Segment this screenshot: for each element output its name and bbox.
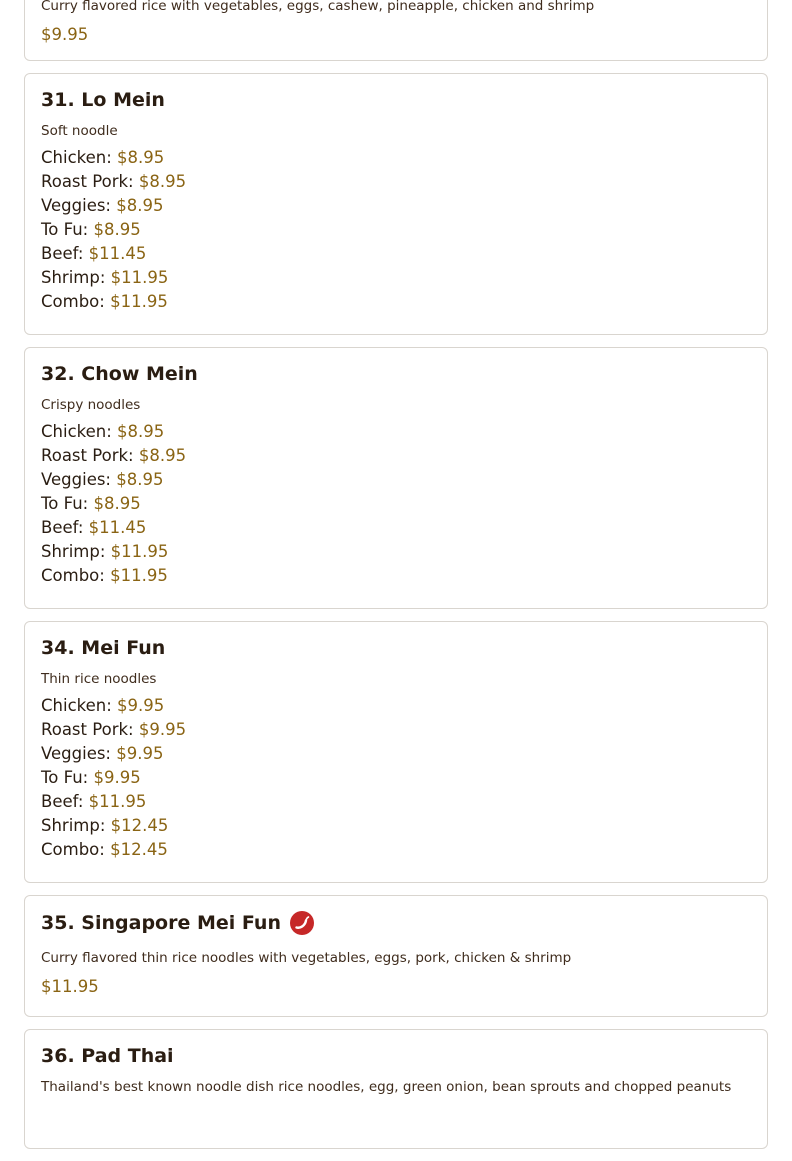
price-option [41, 146, 751, 170]
price-option [41, 718, 751, 742]
option-label: Veggies: [41, 470, 111, 489]
option-price: $8.95 [117, 422, 165, 441]
option-label: Beef: [41, 244, 84, 263]
menu-item-card[interactable] [24, 347, 768, 609]
option-label: Chicken: [41, 422, 112, 441]
option-price: $8.95 [117, 148, 165, 167]
option-price: $11.95 [110, 566, 168, 585]
option-label: Shrimp: [41, 816, 106, 835]
option-price: $9.95 [117, 696, 165, 715]
item-title [41, 89, 751, 111]
option-price: $8.95 [138, 446, 187, 465]
item-number: 32. [41, 363, 75, 385]
item-description: Crispy noodles [41, 397, 141, 413]
item-title [41, 911, 751, 935]
option-price: $9.95 [93, 768, 141, 787]
option-price: $8.95 [116, 196, 164, 215]
price-options [41, 146, 751, 314]
option-label: Veggies: [41, 744, 111, 763]
option-price: $9.95 [138, 720, 187, 739]
price-option [41, 790, 751, 814]
menu-item-card[interactable] [24, 895, 768, 1017]
price-option [41, 194, 751, 218]
menu-list [24, 0, 768, 1161]
item-description: Curry flavored thin rice noodles with vegetables, eggs, pork, chicken & shrimp [41, 950, 572, 966]
option-price: $11.45 [88, 244, 147, 263]
option-label: Chicken: [41, 148, 112, 167]
option-price: $8.95 [93, 494, 141, 513]
item-name: Lo Mein [81, 89, 165, 111]
price-option [41, 838, 751, 862]
item-description: Thin rice noodles [41, 671, 157, 687]
option-price: $11.95 [110, 542, 169, 561]
chili-pepper-icon [290, 911, 314, 935]
option-price: $9.95 [116, 744, 164, 763]
menu-item-card[interactable] [24, 0, 768, 61]
option-label: Chicken: [41, 696, 112, 715]
option-price: $12.45 [110, 816, 169, 835]
item-title [41, 363, 751, 385]
item-price: $9.95 [41, 25, 89, 44]
menu-item-card[interactable] [24, 621, 768, 883]
price-options [41, 420, 751, 588]
item-name: Mei Fun [81, 637, 166, 659]
item-name: Singapore Mei Fun [81, 912, 281, 934]
price-option [41, 742, 751, 766]
option-label: Roast Pork: [41, 172, 134, 191]
option-price: $11.95 [110, 268, 169, 287]
option-price: $11.95 [110, 292, 168, 311]
option-price: $12.45 [110, 840, 168, 859]
price-option [41, 516, 751, 540]
option-label: To Fu: [41, 494, 89, 513]
price-option [41, 290, 751, 314]
price-option [41, 420, 751, 444]
price-option [41, 170, 751, 194]
item-title [41, 1045, 751, 1067]
option-label: Combo: [41, 840, 105, 859]
menu-item-card[interactable] [24, 1029, 768, 1149]
price-option [41, 814, 751, 838]
price-option [41, 468, 751, 492]
price-option [41, 242, 751, 266]
item-description: Curry flavored rice with vegetables, eggs, cashew, pineapple, chicken and shrimp [41, 0, 595, 14]
option-label: Shrimp: [41, 542, 106, 561]
option-price: $11.95 [88, 792, 147, 811]
item-number: 34. [41, 637, 75, 659]
option-label: Roast Pork: [41, 446, 134, 465]
price-option [41, 444, 751, 468]
option-price: $8.95 [93, 220, 141, 239]
price-option [41, 266, 751, 290]
option-label: To Fu: [41, 220, 89, 239]
item-name: Pad Thai [81, 1045, 174, 1067]
item-price: $11.95 [41, 977, 99, 996]
price-option [41, 766, 751, 790]
option-label: Beef: [41, 792, 84, 811]
option-label: Combo: [41, 566, 105, 585]
option-label: To Fu: [41, 768, 89, 787]
option-price: $8.95 [138, 172, 187, 191]
item-number: 35. [41, 912, 75, 934]
item-description: Thailand's best known noodle dish rice noodles, egg, green onion, bean sprouts and chopped peanuts [41, 1079, 732, 1095]
item-title [41, 637, 751, 659]
option-label: Roast Pork: [41, 720, 134, 739]
option-label: Shrimp: [41, 268, 106, 287]
option-label: Combo: [41, 292, 105, 311]
price-option [41, 694, 751, 718]
item-number: 31. [41, 89, 75, 111]
option-label: Veggies: [41, 196, 111, 215]
option-price: $11.45 [88, 518, 147, 537]
menu-item-card[interactable] [24, 73, 768, 335]
price-options [41, 694, 751, 862]
price-option [41, 492, 751, 516]
item-description: Soft noodle [41, 123, 118, 139]
option-price: $8.95 [116, 470, 164, 489]
price-option [41, 564, 751, 588]
price-option [41, 218, 751, 242]
item-name: Chow Mein [81, 363, 198, 385]
price-option [41, 540, 751, 564]
item-number: 36. [41, 1045, 75, 1067]
option-label: Beef: [41, 518, 84, 537]
